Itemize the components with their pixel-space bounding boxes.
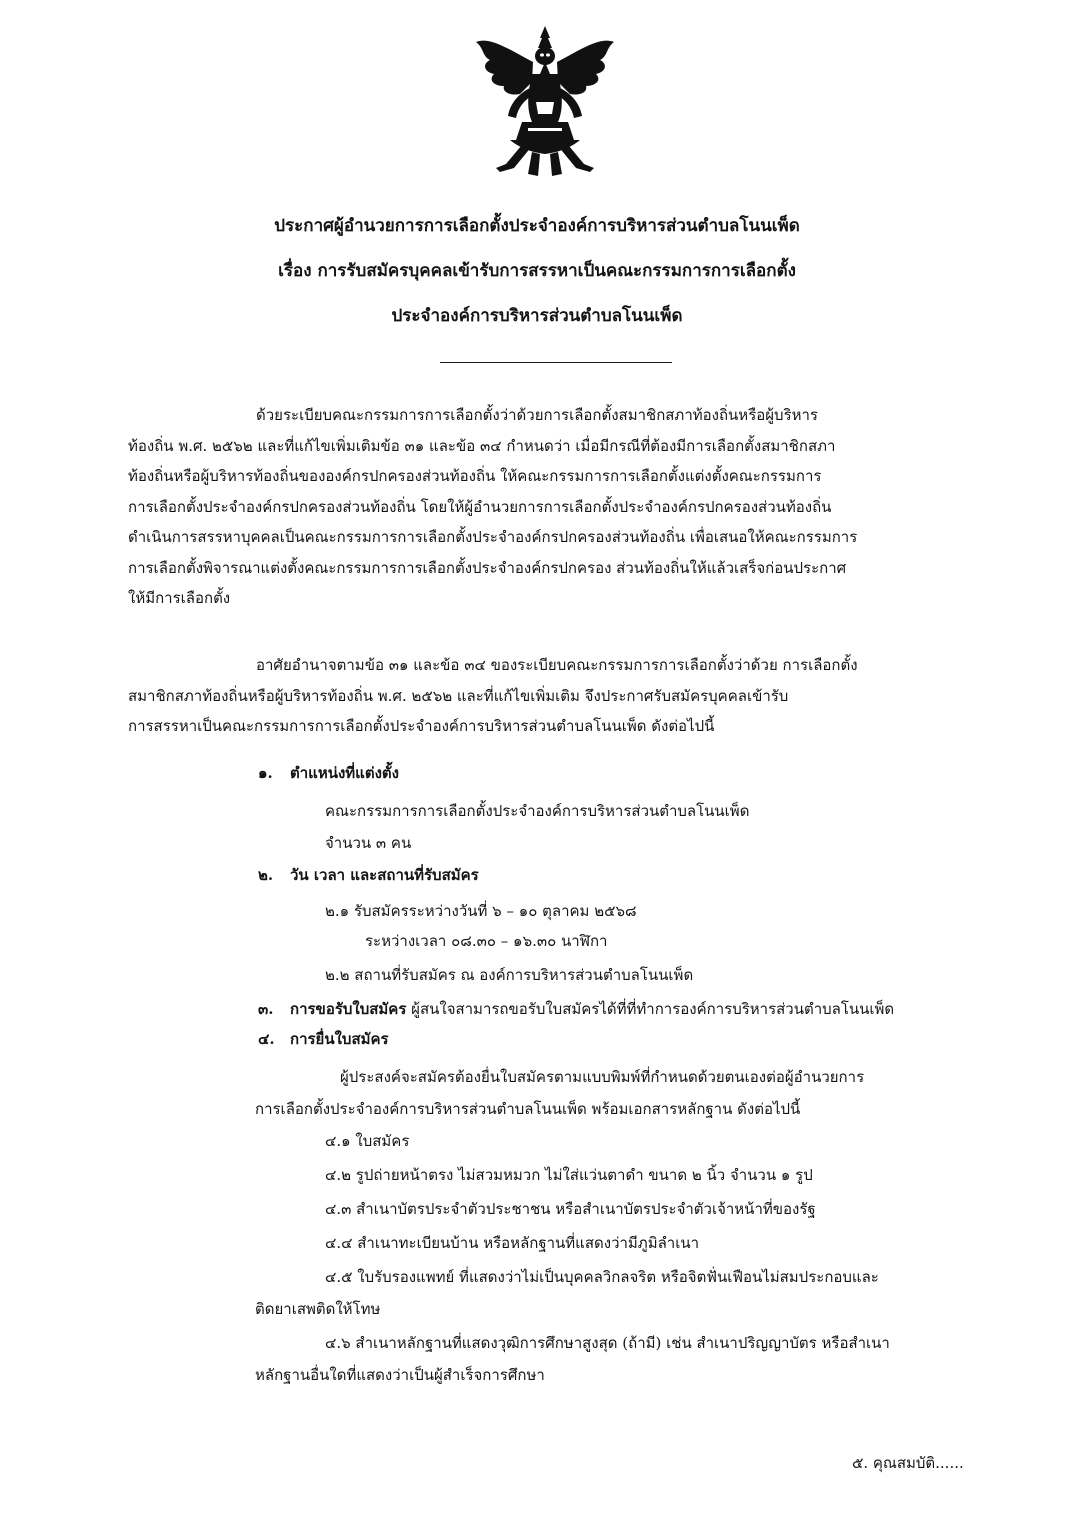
next-page-catchword: ๕. คุณสมบัติ...... [852, 1454, 964, 1472]
section-3-title: การขอรับใบสมัคร [290, 1000, 407, 1018]
section-4-item-2: ๔.๒ รูปถ่ายหน้าตรง ไม่สวมหมวก ไม่ใส่แว่นตาดำ ขนาด ๒ นิ้ว จำนวน ๑ รูป [325, 1166, 813, 1184]
section-3-text: ผู้สนใจสามารถขอรับใบสมัครได้ที่ที่ทำการองค์การบริหารส่วนตำบลโนนเพ็ด [411, 1000, 895, 1018]
section-4-title: การยื่นใบสมัคร [290, 1030, 389, 1048]
section-1-line-2: จำนวน ๓ คน [325, 834, 412, 852]
section-2-title: วัน เวลา และสถานที่รับสมัคร [290, 866, 479, 884]
paragraph-2-line: การสรรหาเป็นคณะกรรมการการเลือกตั้งประจำองค์การบริหารส่วนตำบลโนนเพ็ด ดังต่อไปนี้ [128, 717, 715, 735]
section-2-heading [258, 864, 479, 886]
section-1-heading [258, 762, 399, 784]
title-line-1: ประกาศผู้อำนวยการการเลือกตั้งประจำองค์การบริหารส่วนตำบลโนนเพ็ด [274, 216, 800, 236]
section-4-number: ๔. [258, 1030, 275, 1048]
section-4-intro-line-1: ผู้ประสงค์จะสมัครต้องยื่นใบสมัครตามแบบพิมพ์ที่กำหนดด้วยตนเองต่อผู้อำนวยการ [340, 1068, 865, 1086]
paragraph-1-line: การเลือกตั้งพิจารณาแต่งตั้งคณะกรรมการการเลือกตั้งประจำองค์กรปกครอง ส่วนท้องถิ่นให้แล้วเสร็จก่อนประกาศ [128, 558, 847, 577]
paragraph-2-line: สมาชิกสภาท้องถิ่นหรือผู้บริหารท้องถิ่น พ.ศ. ๒๕๖๒ และที่แก้ไขเพิ่มเติม จึงประกาศรับสมัครบุคคลเข้ารับ [128, 686, 789, 705]
title-underline [440, 362, 672, 363]
paragraph-1-line: ท้องถิ่นหรือผู้บริหารท้องถิ่นขององค์กรปกครองส่วนท้องถิ่น ให้คณะกรรมการการเลือกตั้งแต่งตั้งคณะกรรมการ [128, 467, 822, 485]
section-1-line-1: คณะกรรมการการเลือกตั้งประจำองค์การบริหารส่วนตำบลโนนเพ็ด [325, 802, 750, 820]
section-2-item-1: ๒.๑ รับสมัครระหว่างวันที่ ๖ – ๑๐ ตุลาคม ๒๕๖๘ [325, 902, 637, 920]
paragraph-1-line: ท้องถิ่น พ.ศ. ๒๕๖๒ และที่แก้ไขเพิ่มเติมข้อ ๓๑ และข้อ ๓๔ กำหนดว่า เมื่อมีกรณีที่ต้องมีการเลือกตั้งสมาชิกสภา [128, 436, 836, 455]
section-4-item-4: ๔.๔ สำเนาทะเบียนบ้าน หรือหลักฐานที่แสดงว่ามีภูมิลำเนา [325, 1234, 699, 1252]
section-4-heading [258, 1028, 389, 1050]
section-2-item-1-time: ระหว่างเวลา ๐๘.๓๐ – ๑๖.๓๐ นาฬิกา [365, 932, 608, 950]
paragraph-1-line: การเลือกตั้งประจำองค์กรปกครองส่วนท้องถิ่น โดยให้ผู้อำนวยการการเลือกตั้งประจำองค์กรปกครองส่วนท้องถิ่น [128, 497, 832, 516]
section-4-item-1: ๔.๑ ใบสมัคร [325, 1132, 410, 1150]
title-line-2: เรื่อง การรับสมัครบุคคลเข้ารับการสรรหาเป็นคณะกรรมการการเลือกตั้ง [278, 261, 796, 281]
title-line-3: ประจำองค์การบริหารส่วนตำบลโนนเพ็ด [391, 306, 683, 326]
paragraph-1-line: ด้วยระเบียบคณะกรรมการการเลือกตั้งว่าด้วยการเลือกตั้งสมาชิกสภาท้องถิ่นหรือผู้บริหาร [256, 406, 818, 424]
section-4-item-6-line-1: ๔.๖ สำเนาหลักฐานที่แสดงวุฒิการศึกษาสูงสุด (ถ้ามี) เช่น สำเนาปริญญาบัตร หรือสำเนา [325, 1334, 890, 1352]
paragraph-2 [128, 650, 978, 742]
section-2-item-2: ๒.๒ สถานที่รับสมัคร ณ องค์การบริหารส่วนตำบลโนนเพ็ด [325, 966, 694, 984]
section-4-item-3: ๔.๓ สำเนาบัตรประจำตัวประชาชน หรือสำเนาบัตรประจำตัวเจ้าหน้าที่ของรัฐ [325, 1200, 816, 1218]
garuda-emblem-icon [470, 22, 620, 180]
section-4-item-6-line-2: หลักฐานอื่นใดที่แสดงว่าเป็นผู้สำเร็จการศึกษา [255, 1366, 545, 1384]
section-4-item-5-line-2: ติดยาเสพติดให้โทษ [255, 1300, 381, 1318]
section-4-item-5-line-1: ๔.๕ ใบรับรองแพทย์ ที่แสดงว่าไม่เป็นบุคคลวิกลจริต หรือจิตฟั่นเฟือนไม่สมประกอบและ [325, 1268, 879, 1286]
paragraph-1-line: ให้มีการเลือกตั้ง [128, 589, 231, 607]
section-3-number: ๓. [258, 1000, 274, 1018]
section-2-number: ๒. [258, 866, 274, 884]
section-1-number: ๑. [258, 764, 273, 782]
section-3-heading [258, 998, 894, 1020]
paragraph-2-line: อาศัยอำนาจตามข้อ ๓๑ และข้อ ๓๔ ของระเบียบคณะกรรมการการเลือกตั้งว่าด้วย การเลือกตั้ง [256, 656, 858, 674]
paragraph-1-line: ดำเนินการสรรหาบุคคลเป็นคณะกรรมการการเลือกตั้งประจำองค์กรปกครองส่วนท้องถิ่น เพื่อเสนอให้คณะกรรมการ [128, 528, 858, 546]
paragraph-1 [128, 400, 978, 614]
section-4-intro-line-2: การเลือกตั้งประจำองค์การบริหารส่วนตำบลโนนเพ็ด พร้อมเอกสารหลักฐาน ดังต่อไปนี้ [255, 1100, 801, 1118]
section-1-title: ตำแหน่งที่แต่งตั้ง [290, 764, 399, 782]
